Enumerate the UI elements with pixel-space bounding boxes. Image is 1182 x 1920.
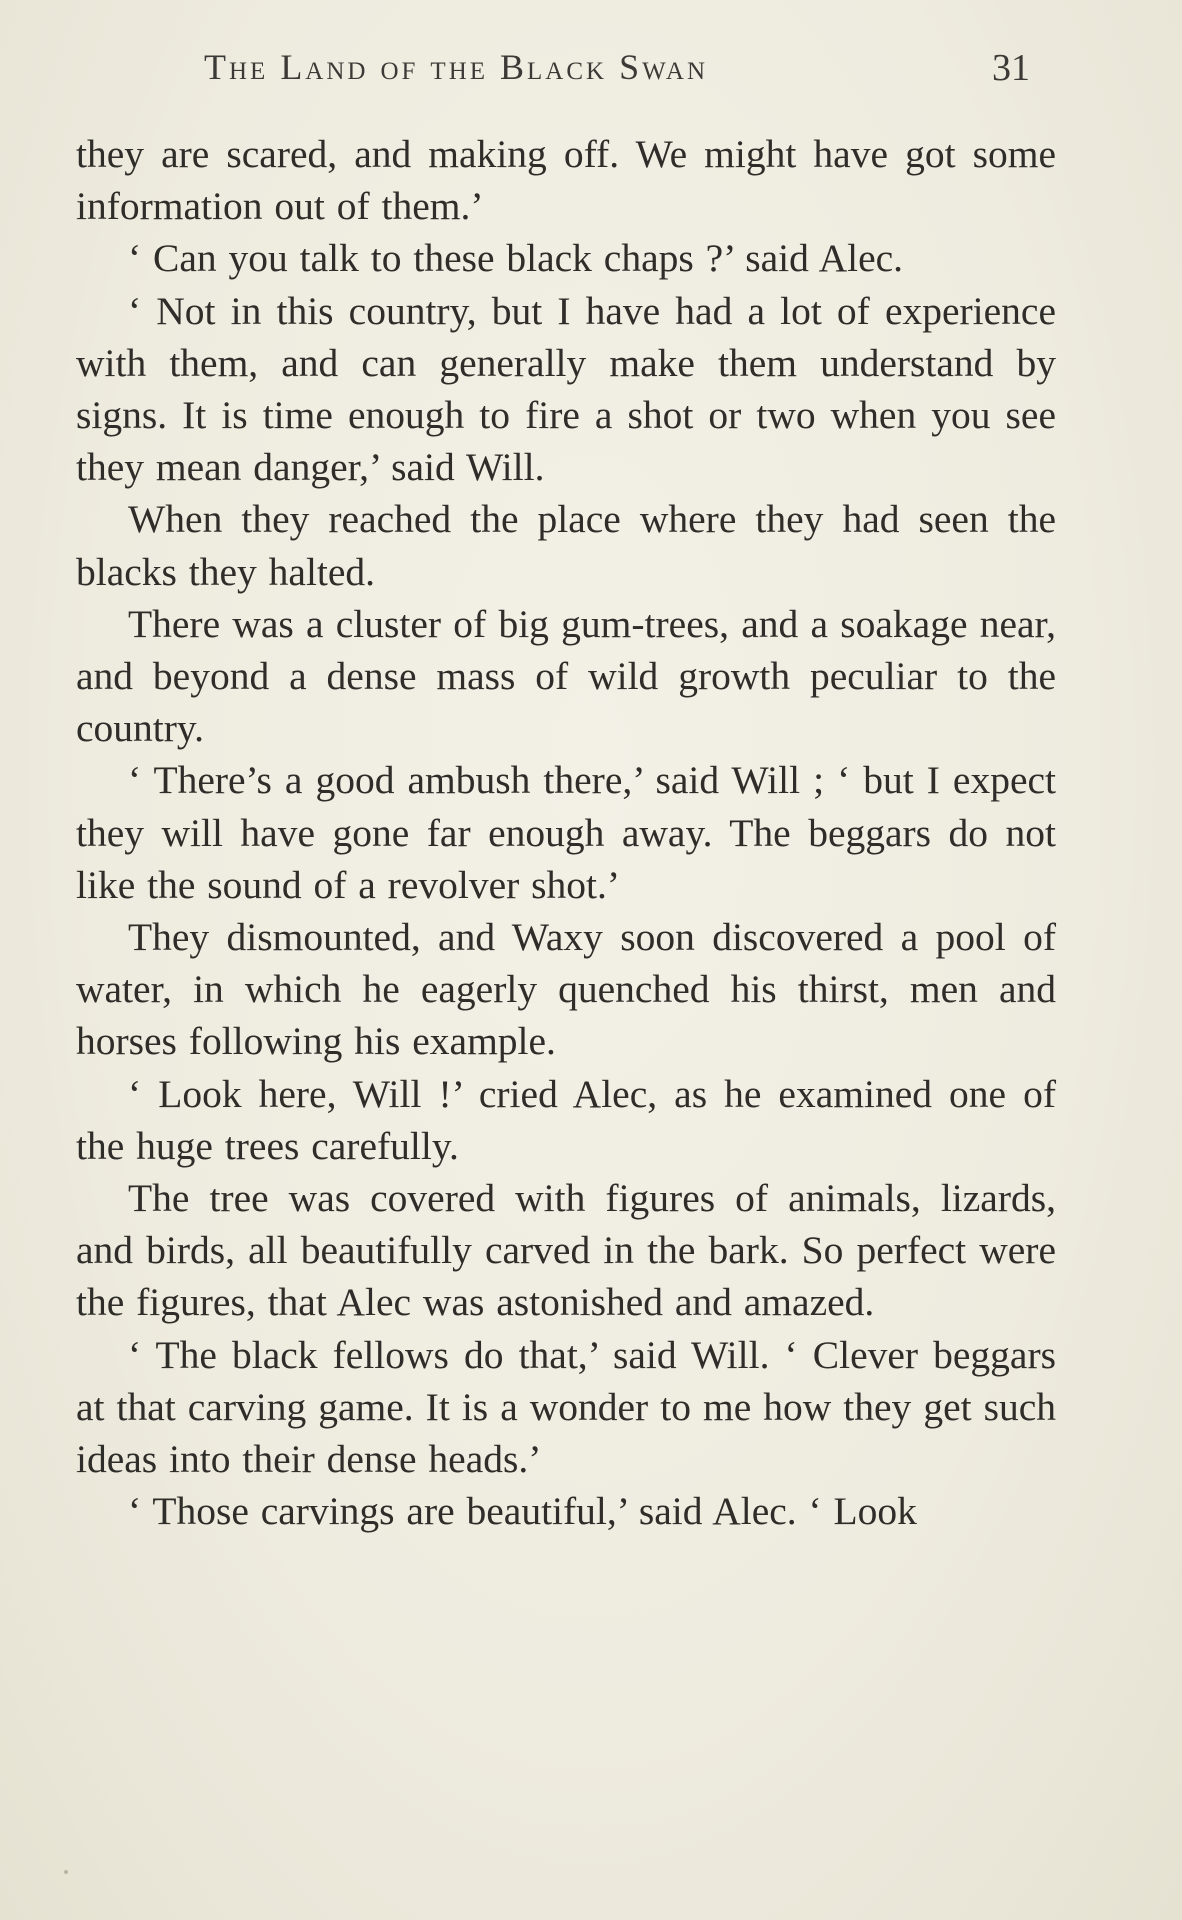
paragraph: ‘ Those carvings are beautiful,’ said Alec. ‘ Look <box>128 1489 917 1534</box>
body-text <box>76 128 1056 1537</box>
paragraph: ‘ The black fellows do that,’ said Will. ‘ Clever beggars at that carving game. It is a wonder to me how they get such ideas into their dense heads.’ <box>76 1332 1056 1482</box>
paragraph-continued: they are scared, and making off. We might have got some information out of them.’ <box>76 132 1056 229</box>
paper-speck <box>64 1870 68 1874</box>
paragraph: When they reached the place where they had seen the blacks they halted. <box>76 497 1056 594</box>
paragraph: ‘ Look here, Will !’ cried Alec, as he examined one of the huge trees carefully. <box>76 1071 1056 1168</box>
paragraph: ‘ There’s a good ambush there,’ said Will ; ‘ but I expect they will have gone far enough away. The beggars do not like the sound of a revolver shot.’ <box>76 758 1056 907</box>
paragraph: The tree was covered with figures of animals, lizards, and birds, all beautifully carved in the bark. So perfect were the figures, that Alec was astonished and amazed. <box>76 1176 1056 1325</box>
paragraph: They dismounted, and Waxy soon discovered a pool of water, in which he eagerly quenched his thirst, men and horses following his example. <box>76 915 1056 1064</box>
running-title: The Land of the Black Swan <box>204 47 709 87</box>
paragraph: ‘ Can you talk to these black chaps ?’ said Alec. <box>128 236 904 281</box>
paragraph: ‘ Not in this country, but I have had a lot of experience with them, and can generally make them understand by signs. It is time enough to fire a shot or two when you see they mean danger,’ said Will. <box>76 288 1056 490</box>
running-head <box>76 46 1056 96</box>
paragraph: There was a cluster of big gum-trees, and a soakage near, and beyond a dense mass of wild growth peculiar to the country. <box>76 601 1056 751</box>
page-number: 31 <box>992 47 1030 89</box>
